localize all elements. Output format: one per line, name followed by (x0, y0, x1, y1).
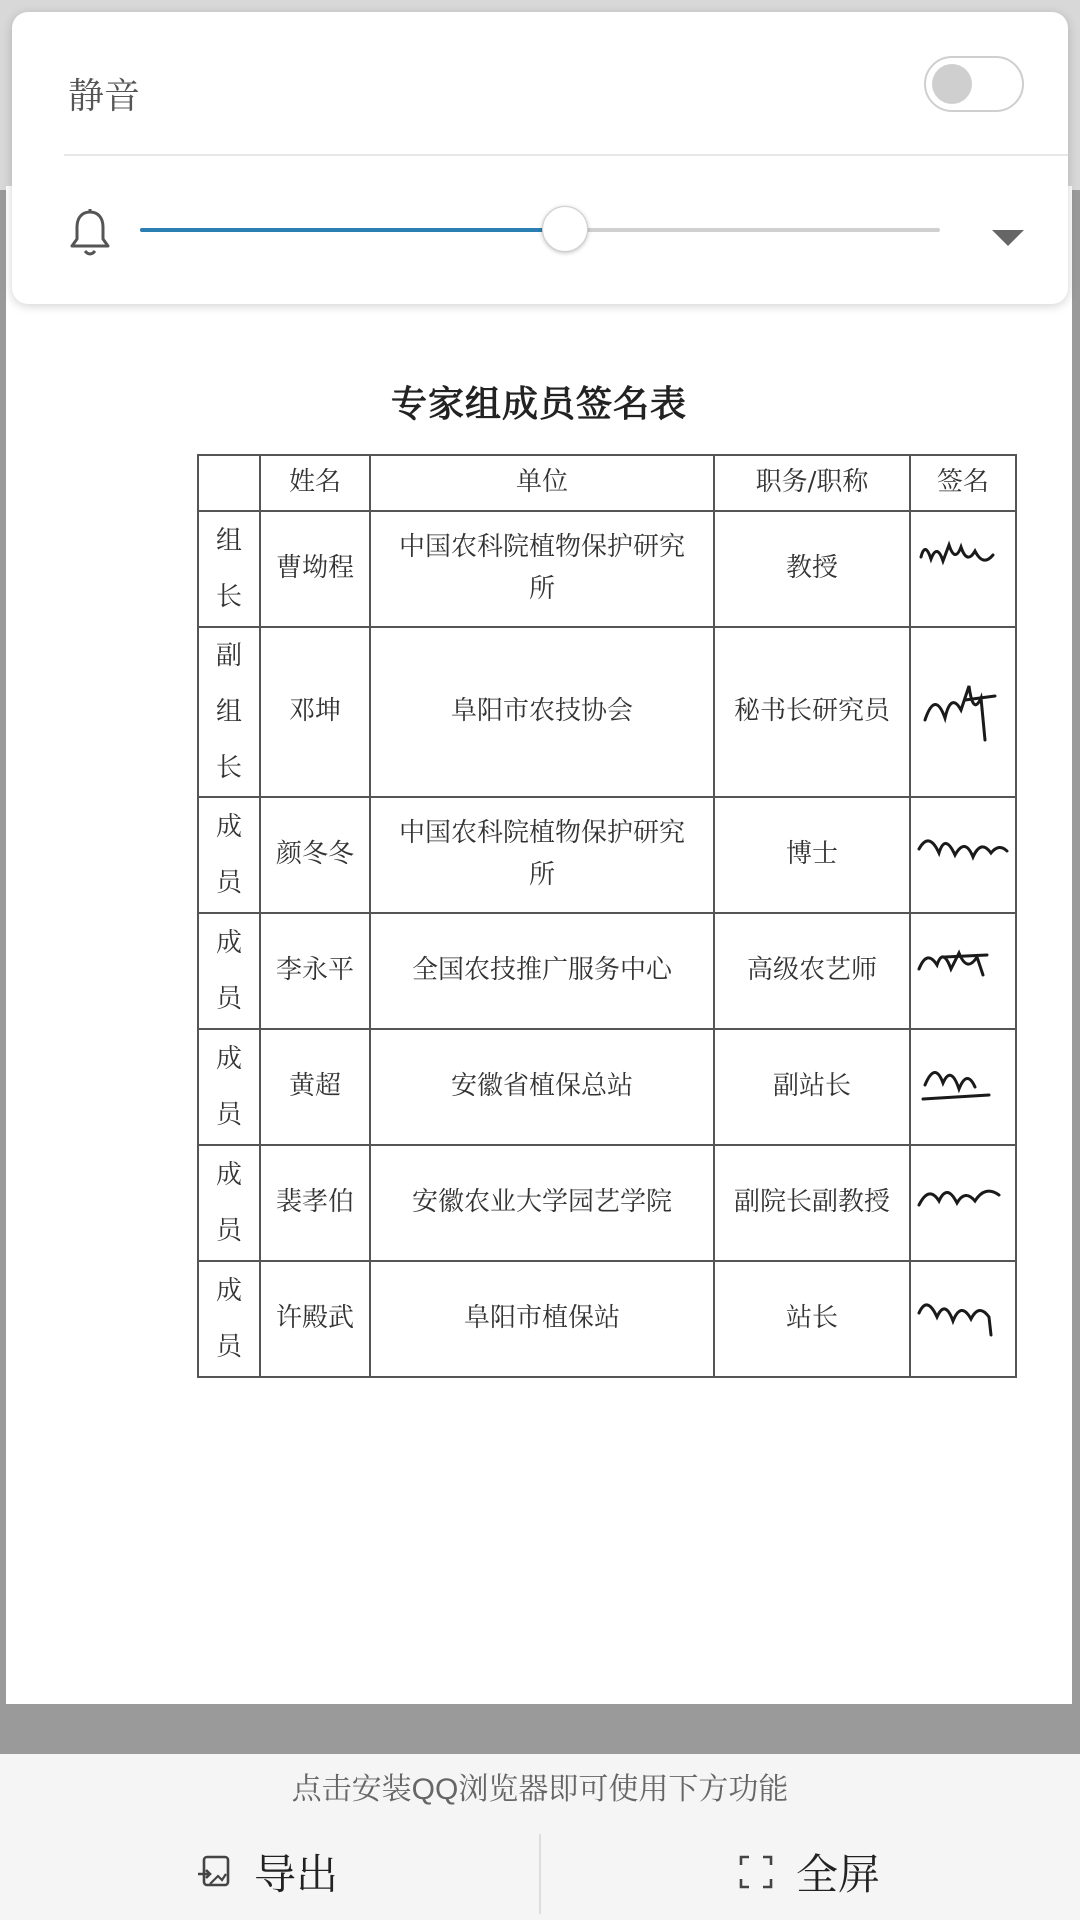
fullscreen-button[interactable] (738, 1842, 880, 1902)
signature-cell (910, 1029, 1016, 1145)
signature-table (197, 454, 1017, 1378)
signature-cell (910, 1145, 1016, 1261)
unit-cell (370, 913, 714, 1029)
signature-cell (910, 511, 1016, 627)
mute-toggle[interactable] (924, 56, 1024, 112)
name-cell (260, 797, 370, 913)
name-cell (260, 1029, 370, 1145)
divider (539, 1834, 541, 1914)
export-label: 导出 (254, 1851, 339, 1898)
name-cell-text: 黄超 (288, 1071, 341, 1102)
handwritten-signature (915, 680, 1011, 744)
role-cell (198, 511, 260, 627)
table-row (198, 1261, 1016, 1377)
volume-slider[interactable] (140, 228, 940, 232)
title-cell-text: 副站长 (772, 1071, 851, 1102)
unit-cell (370, 1029, 714, 1145)
title-cell-text: 教授 (785, 553, 838, 584)
title-cell (714, 627, 910, 797)
unit-cell-text: 安徽省植保总站 (450, 1071, 633, 1102)
name-cell-text: 邓坤 (288, 696, 341, 727)
unit-cell-text: 阜阳市农技协会 (450, 696, 633, 727)
title-cell-text: 高级农艺师 (746, 955, 877, 986)
role-cell-text: 副组长 (216, 641, 243, 783)
install-hint: 点击安装QQ浏览器即可使用下方功能 (291, 1773, 789, 1806)
title-cell (714, 1261, 910, 1377)
table-row (198, 913, 1016, 1029)
table-row (198, 797, 1016, 913)
unit-cell-text: 中国农科院植物保护研究所 (398, 818, 685, 890)
title-cell (714, 797, 910, 913)
unit-cell-text: 阜阳市植保站 (463, 1303, 620, 1334)
unit-cell-text: 全国农技推广服务中心 (411, 955, 672, 986)
volume-panel (12, 12, 1068, 304)
role-cell (198, 1261, 260, 1377)
fullscreen-icon (738, 1854, 774, 1890)
name-cell-text: 颜冬冬 (275, 839, 354, 870)
handwritten-signature (915, 537, 1011, 601)
role-cell-text: 成员 (216, 928, 243, 1014)
role-cell-text: 成员 (216, 1276, 243, 1362)
fullscreen-label: 全屏 (796, 1851, 881, 1898)
title-cell-text: 站长 (785, 1303, 838, 1334)
document-page (6, 186, 1072, 1704)
title-cell-text: 副院长副教授 (733, 1187, 890, 1218)
role-cell (198, 1029, 260, 1145)
divider (64, 154, 1068, 156)
header-cell: 姓名 (260, 455, 370, 511)
name-cell (260, 913, 370, 1029)
name-cell (260, 511, 370, 627)
handwritten-signature (915, 1055, 1011, 1119)
title-cell-text: 秘书长研究员 (733, 696, 890, 727)
title-cell (714, 913, 910, 1029)
header-cell: 单位 (370, 455, 714, 511)
name-cell (260, 1261, 370, 1377)
volume-slider-thumb[interactable] (542, 206, 588, 252)
name-cell-text: 李永平 (275, 955, 354, 986)
name-cell-text: 曹坳程 (275, 553, 354, 584)
document-title: 专家组成员签名表 (390, 383, 687, 425)
bottom-bar (0, 1754, 1080, 1920)
handwritten-signature (915, 823, 1011, 887)
header-cell (198, 455, 260, 511)
role-cell-text: 成员 (216, 1044, 243, 1130)
signature-cell (910, 627, 1016, 797)
unit-cell-text: 安徽农业大学园艺学院 (411, 1187, 672, 1218)
unit-cell (370, 511, 714, 627)
role-cell-text: 组长 (216, 526, 243, 612)
unit-cell (370, 1145, 714, 1261)
title-cell-text: 博士 (785, 839, 838, 870)
toggle-knob (932, 64, 972, 104)
role-cell (198, 913, 260, 1029)
table-row (198, 1145, 1016, 1261)
signature-cell (910, 797, 1016, 913)
signature-cell (910, 1261, 1016, 1377)
title-cell (714, 1145, 910, 1261)
table-row (198, 1029, 1016, 1145)
title-cell (714, 1029, 910, 1145)
chevron-down-icon[interactable] (992, 230, 1024, 246)
table-row (198, 627, 1016, 797)
role-cell (198, 1145, 260, 1261)
handwritten-signature (915, 939, 1011, 1003)
table-row (198, 511, 1016, 627)
role-cell-text: 成员 (216, 1160, 243, 1246)
name-cell (260, 1145, 370, 1261)
name-cell (260, 627, 370, 797)
handwritten-signature (915, 1287, 1011, 1351)
name-cell-text: 裴孝伯 (275, 1187, 354, 1218)
mute-label: 静音 (68, 75, 141, 116)
unit-cell-text: 中国农科院植物保护研究所 (398, 532, 685, 604)
bell-icon (68, 208, 112, 258)
handwritten-signature (915, 1171, 1011, 1235)
role-cell-text: 成员 (216, 812, 243, 898)
header-cell: 职务/职称 (714, 455, 910, 511)
header-cell: 签名 (910, 455, 1016, 511)
unit-cell (370, 1261, 714, 1377)
signature-cell (910, 913, 1016, 1029)
unit-cell (370, 627, 714, 797)
role-cell (198, 797, 260, 913)
unit-cell (370, 797, 714, 913)
export-button[interactable] (196, 1842, 338, 1902)
title-cell (714, 511, 910, 627)
volume-slider-fill (140, 228, 564, 232)
name-cell-text: 许殿武 (275, 1303, 354, 1334)
export-icon (196, 1854, 232, 1890)
role-cell (198, 627, 260, 797)
table-header-row (198, 455, 1016, 511)
